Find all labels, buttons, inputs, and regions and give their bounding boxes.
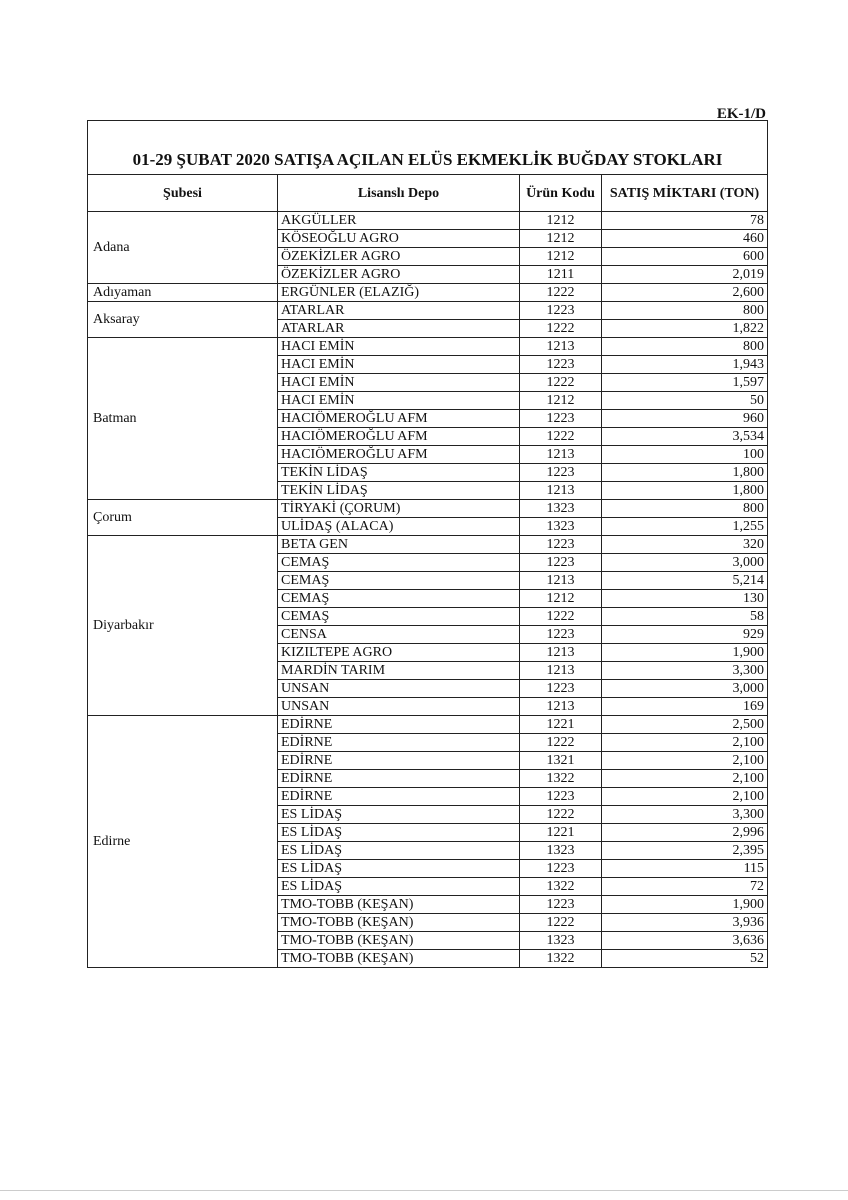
depot-cell: TMO-TOBB (KEŞAN) [278,950,520,968]
depot-cell: CEMAŞ [278,572,520,590]
quantity-cell: 115 [602,860,768,878]
quantity-cell: 1,822 [602,320,768,338]
page-bottom-rule [0,1190,848,1191]
quantity-cell: 100 [602,446,768,464]
table-row [88,716,768,734]
quantity-cell: 1,900 [602,644,768,662]
quantity-cell: 3,000 [602,554,768,572]
branch-cell: Edirne [88,716,278,968]
product-code-cell: 1323 [520,518,602,536]
quantity-cell: 1,800 [602,464,768,482]
depot-cell: TEKİN LİDAŞ [278,482,520,500]
product-code-cell: 1221 [520,824,602,842]
table-row [88,536,768,554]
quantity-cell: 5,214 [602,572,768,590]
quantity-cell: 58 [602,608,768,626]
header-row [88,175,768,212]
product-code-cell: 1213 [520,482,602,500]
quantity-cell: 2,996 [602,824,768,842]
quantity-cell: 2,019 [602,266,768,284]
product-code-cell: 1222 [520,806,602,824]
depot-cell: KIZILTEPE AGRO [278,644,520,662]
product-code-cell: 1211 [520,266,602,284]
depot-cell: UNSAN [278,680,520,698]
quantity-cell: 800 [602,338,768,356]
depot-cell: EDİRNE [278,716,520,734]
branch-cell: Batman [88,338,278,500]
product-code-cell: 1323 [520,500,602,518]
product-code-cell: 1223 [520,536,602,554]
product-code-cell: 1321 [520,752,602,770]
annex-label: EK-1/D [716,106,766,122]
product-code-cell: 1322 [520,770,602,788]
quantity-cell: 3,300 [602,806,768,824]
branch-cell: Çorum [88,500,278,536]
product-code-cell: 1222 [520,428,602,446]
depot-cell: HACI EMİN [278,356,520,374]
quantity-cell: 1,255 [602,518,768,536]
product-code-cell: 1223 [520,896,602,914]
quantity-cell: 3,636 [602,932,768,950]
depot-cell: EDİRNE [278,734,520,752]
depot-cell: ÖZEKİZLER AGRO [278,248,520,266]
quantity-cell: 2,100 [602,788,768,806]
product-code-cell: 1322 [520,950,602,968]
product-code-cell: 1223 [520,626,602,644]
depot-cell: ATARLAR [278,320,520,338]
depot-cell: ERGÜNLER (ELAZIĞ) [278,284,520,302]
depot-cell: KÖSEOĞLU AGRO [278,230,520,248]
depot-cell: EDİRNE [278,788,520,806]
quantity-cell: 800 [602,302,768,320]
quantity-cell: 72 [602,878,768,896]
product-code-cell: 1223 [520,860,602,878]
quantity-cell: 1,800 [602,482,768,500]
product-code-cell: 1213 [520,446,602,464]
quantity-cell: 1,597 [602,374,768,392]
depot-cell: UNSAN [278,698,520,716]
quantity-cell: 130 [602,590,768,608]
product-code-cell: 1213 [520,572,602,590]
depot-cell: ES LİDAŞ [278,806,520,824]
quantity-cell: 1,900 [602,896,768,914]
column-header-qty: SATIŞ MİKTARI (TON) [602,175,768,212]
product-code-cell: 1223 [520,302,602,320]
quantity-cell: 800 [602,500,768,518]
quantity-cell: 50 [602,392,768,410]
quantity-cell: 2,100 [602,734,768,752]
depot-cell: CEMAŞ [278,608,520,626]
column-header-branch: Şubesi [88,175,278,212]
depot-cell: CEMAŞ [278,590,520,608]
product-code-cell: 1212 [520,248,602,266]
branch-cell: Aksaray [88,302,278,338]
quantity-cell: 1,943 [602,356,768,374]
product-code-cell: 1322 [520,878,602,896]
depot-cell: HACI EMİN [278,392,520,410]
product-code-cell: 1213 [520,662,602,680]
column-header-code: Ürün Kodu [520,175,602,212]
quantity-cell: 600 [602,248,768,266]
quantity-cell: 460 [602,230,768,248]
depot-cell: ES LİDAŞ [278,860,520,878]
quantity-cell: 52 [602,950,768,968]
depot-cell: CENSA [278,626,520,644]
depot-cell: TİRYAKİ (ÇORUM) [278,500,520,518]
quantity-cell: 320 [602,536,768,554]
quantity-cell: 2,600 [602,284,768,302]
depot-cell: EDİRNE [278,752,520,770]
depot-cell: EDİRNE [278,770,520,788]
product-code-cell: 1222 [520,608,602,626]
table-row [88,284,768,302]
product-code-cell: 1213 [520,698,602,716]
quantity-cell: 2,100 [602,752,768,770]
product-code-cell: 1223 [520,410,602,428]
depot-cell: TMO-TOBB (KEŞAN) [278,932,520,950]
product-code-cell: 1222 [520,374,602,392]
quantity-cell: 3,300 [602,662,768,680]
depot-cell: HACIÖMEROĞLU AFM [278,446,520,464]
depot-cell: TEKİN LİDAŞ [278,464,520,482]
product-code-cell: 1323 [520,932,602,950]
quantity-cell: 929 [602,626,768,644]
depot-cell: ES LİDAŞ [278,824,520,842]
depot-cell: HACIÖMEROĞLU AFM [278,428,520,446]
depot-cell: ÖZEKİZLER AGRO [278,266,520,284]
quantity-cell: 960 [602,410,768,428]
depot-cell: MARDİN TARIM [278,662,520,680]
depot-cell: ATARLAR [278,302,520,320]
table-row [88,212,768,230]
table-body [88,212,768,968]
product-code-cell: 1223 [520,464,602,482]
depot-cell: ULİDAŞ (ALACA) [278,518,520,536]
quantity-cell: 2,100 [602,770,768,788]
column-header-depot: Lisanslı Depo [278,175,520,212]
product-code-cell: 1223 [520,680,602,698]
depot-cell: ES LİDAŞ [278,842,520,860]
product-code-cell: 1221 [520,716,602,734]
product-code-cell: 1222 [520,320,602,338]
product-code-cell: 1213 [520,644,602,662]
product-code-cell: 1212 [520,392,602,410]
product-code-cell: 1223 [520,554,602,572]
stock-table [87,120,768,968]
product-code-cell: 1212 [520,212,602,230]
depot-cell: ES LİDAŞ [278,878,520,896]
depot-cell: CEMAŞ [278,554,520,572]
product-code-cell: 1212 [520,230,602,248]
product-code-cell: 1223 [520,788,602,806]
title-row [88,121,768,175]
quantity-cell: 169 [602,698,768,716]
depot-cell: HACI EMİN [278,374,520,392]
depot-cell: TMO-TOBB (KEŞAN) [278,896,520,914]
product-code-cell: 1212 [520,590,602,608]
product-code-cell: 1213 [520,338,602,356]
quantity-cell: 2,500 [602,716,768,734]
depot-cell: HACI EMİN [278,338,520,356]
product-code-cell: 1222 [520,284,602,302]
quantity-cell: 2,395 [602,842,768,860]
table-row [88,338,768,356]
depot-cell: TMO-TOBB (KEŞAN) [278,914,520,932]
quantity-cell: 3,936 [602,914,768,932]
table-row [88,500,768,518]
quantity-cell: 3,000 [602,680,768,698]
product-code-cell: 1323 [520,842,602,860]
table-row [88,302,768,320]
product-code-cell: 1222 [520,734,602,752]
product-code-cell: 1223 [520,356,602,374]
quantity-cell: 78 [602,212,768,230]
quantity-cell: 3,534 [602,428,768,446]
product-code-cell: 1222 [520,914,602,932]
depot-cell: AKGÜLLER [278,212,520,230]
branch-cell: Adıyaman [88,284,278,302]
depot-cell: HACIÖMEROĞLU AFM [278,410,520,428]
branch-cell: Diyarbakır [88,536,278,716]
document-title: 01-29 ŞUBAT 2020 SATIŞA AÇILAN ELÜS EKMEKLİK BUĞDAY STOKLARI [88,121,768,175]
branch-cell: Adana [88,212,278,284]
depot-cell: BETA GEN [278,536,520,554]
